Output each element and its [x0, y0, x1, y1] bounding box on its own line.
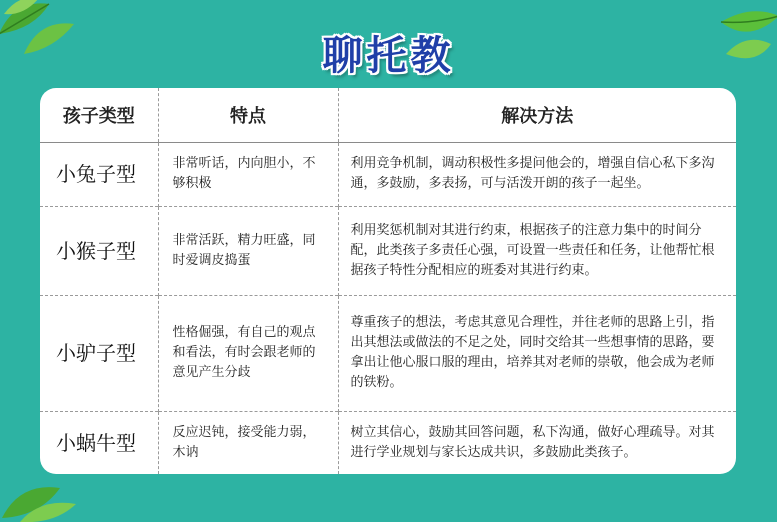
table-header-row — [40, 88, 736, 143]
header-traits: 特点 — [158, 88, 338, 143]
table-row — [40, 411, 736, 474]
header-child-type: 孩子类型 — [40, 88, 158, 143]
solution-cell: 树立其信心，鼓励其回答问题，私下沟通，做好心理疏导。对其进行学业规划与家长达成共识，多鼓励此类孩子。 — [338, 411, 736, 474]
solution-cell: 利用奖惩机制对其进行约束，根据孩子的注意力集中的时间分配，此类孩子多责任心强，可设置一些责任和任务，让他帮忙根据孩子特性分配相应的班委对其进行约束。 — [338, 206, 736, 296]
child-type-cell: 小猴子型 — [40, 206, 158, 296]
header-solution: 解决方法 — [338, 88, 736, 143]
child-type-cell: 小兔子型 — [56, 162, 136, 187]
page-title: 聊托教 — [322, 32, 455, 79]
table-row — [40, 143, 736, 207]
table-row — [40, 206, 736, 296]
child-type-cell: 小蜗牛型 — [40, 411, 158, 474]
solution-cell: 尊重孩子的想法，考虑其意见合理性，并往老师的思路上引，指出其想法或做法的不足之处，同时交给其一些想事情的思路，要拿出让他心服口服的理由，培养其对老师的崇敬，他会成为老师的铁粉。 — [338, 296, 736, 411]
traits-cell: 非常听话，内向胆小，不够积极 — [158, 143, 338, 207]
traits-cell: 非常活跃，精力旺盛，同时爱调皮捣蛋 — [158, 206, 338, 296]
leaf-icon — [0, 472, 80, 522]
info-table-card — [40, 88, 736, 474]
child-type-cell: 小驴子型 — [40, 296, 158, 411]
child-type-table — [40, 88, 736, 474]
table-row — [40, 296, 736, 411]
traits-cell: 反应迟钝，接受能力弱，木讷 — [158, 411, 338, 474]
traits-cell: 性格倔强，有自己的观点和看法，有时会跟老师的意见产生分歧 — [158, 296, 338, 411]
solution-cell: 利用竞争机制，调动积极性多提问他会的，增强自信心私下多沟通，多鼓励，多表扬，可与活泼开朗的孩子一起坐。 — [338, 143, 736, 207]
